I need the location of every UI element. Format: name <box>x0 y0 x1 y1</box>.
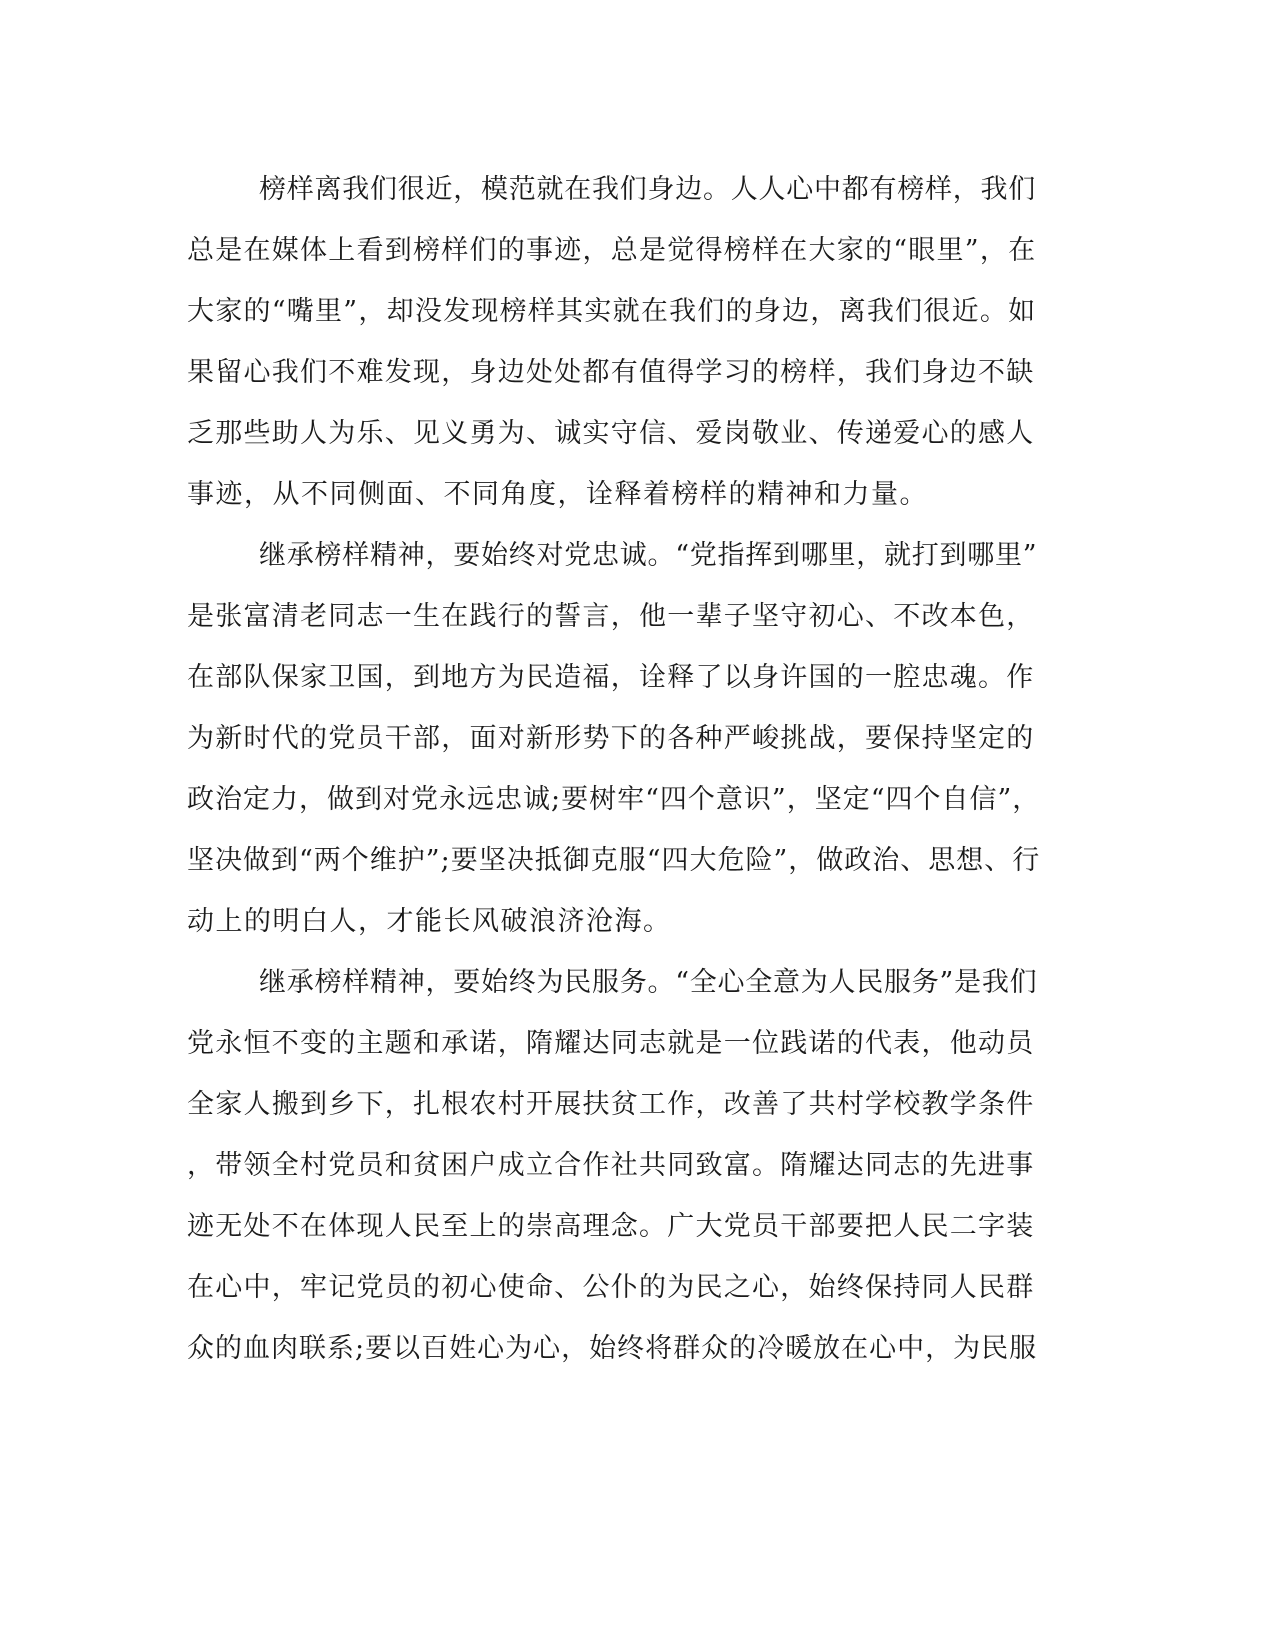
text-line: 榜样离我们很近，模范就在我们身边。人人心中都有榜样，我们 <box>259 174 1036 205</box>
text-line: 迹无处不在体现人民至上的崇高理念。广大党员干部要把人民二字装 <box>187 1211 1035 1242</box>
text-line: 坚决做到“两个维护”;要坚决抵御克服“四大危险”，做政治、思想、行 <box>187 845 1041 876</box>
text-line: ，带领全村党员和贫困户成立合作社共同致富。隋耀达同志的先进事 <box>187 1150 1035 1181</box>
text-line: 乏那些助人为乐、见义勇为、诚实守信、爱岗敬业、传递爱心的感人 <box>187 418 1035 449</box>
text-line: 为新时代的党员干部，面对新形势下的各种严峻挑战，要保持坚定的 <box>187 723 1035 754</box>
text-line: 大家的“嘴里”，却没发现榜样其实就在我们的身边，离我们很近。如 <box>187 296 1037 327</box>
text-line: 继承榜样精神，要始终为民服务。“全心全意为人民服务”是我们 <box>259 967 1038 998</box>
text-line: 政治定力，做到对党永远忠诚;要树牢“四个意识”，坚定“四个自信”， <box>187 784 1041 815</box>
text-line: 全家人搬到乡下，扎根农村开展扶贫工作，改善了共村学校教学条件 <box>187 1089 1035 1120</box>
text-line: 众的血肉联系;要以百姓心为心，始终将群众的冷暖放在心中，为民服 <box>187 1333 1038 1364</box>
text-line: 果留心我们不难发现，身边处处都有值得学习的榜样，我们身边不缺 <box>187 357 1035 388</box>
text-line: 是张富清老同志一生在践行的誓言，他一辈子坚守初心、不改本色， <box>187 601 1035 632</box>
text-line: 事迹，从不同侧面、不同角度，诠释着榜样的精神和力量。 <box>187 479 928 510</box>
text-line: 继承榜样精神，要始终对党忠诚。“党指挥到哪里，就打到哪里” <box>259 540 1038 571</box>
text-line: 总是在媒体上看到榜样们的事迹，总是觉得榜样在大家的“眼里”，在 <box>187 235 1037 266</box>
text-line: 动上的明白人，才能长风破浪济沧海。 <box>187 906 672 937</box>
text-line: 在部队保家卫国，到地方为民造福，诠释了以身许国的一腔忠魂。作 <box>187 662 1035 693</box>
text-line: 在心中，牢记党员的初心使命、公仆的为民之心，始终保持同人民群 <box>187 1272 1035 1303</box>
text-line: 党永恒不变的主题和承诺，隋耀达同志就是一位践诺的代表，他动员 <box>187 1028 1035 1059</box>
